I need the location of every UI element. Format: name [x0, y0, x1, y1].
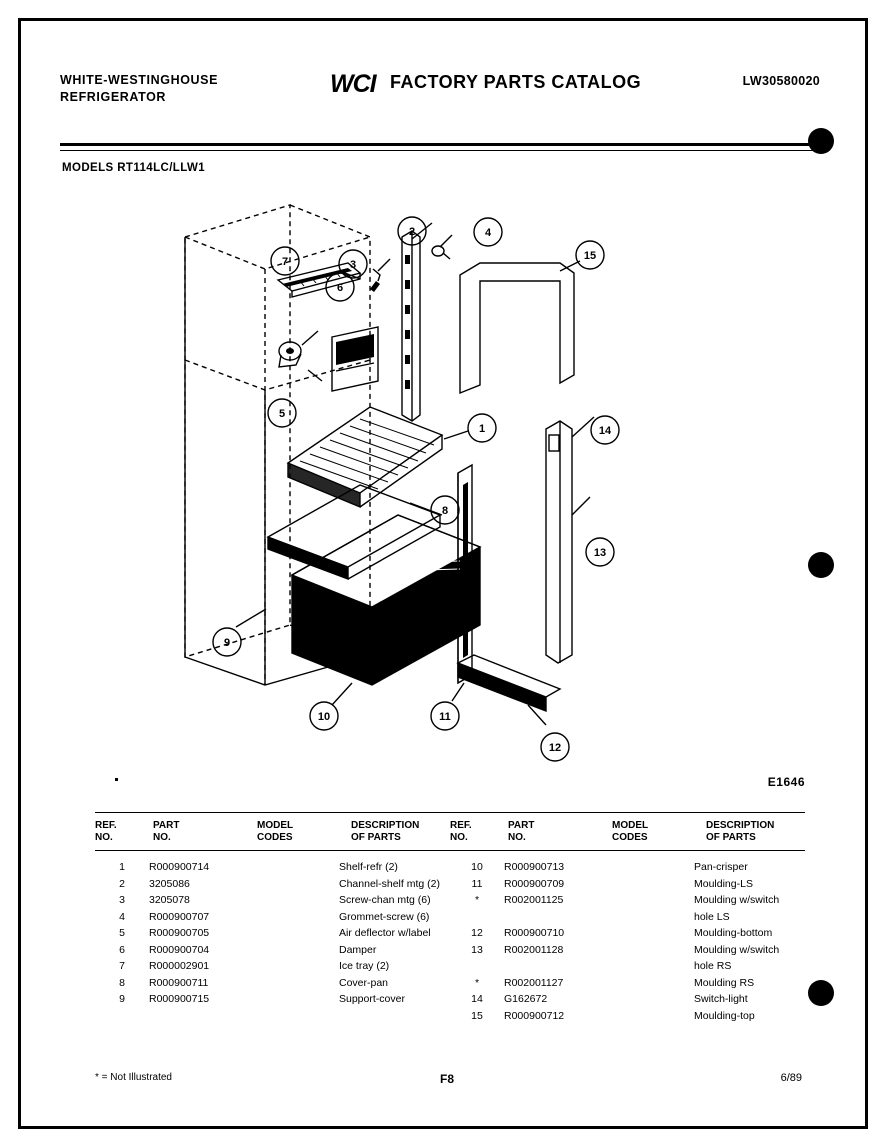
table-row: * R002001125 Moulding w/switch — [474, 894, 780, 906]
callout-12 — [541, 733, 569, 761]
svg-text:5: 5 — [278, 408, 286, 420]
wci-logo: WCI — [330, 70, 376, 98]
part-grommet-screw — [432, 246, 450, 259]
header-desc-right: DESCRIPTION OF PARTS — [706, 820, 775, 843]
catalog-number: LW30580020 — [742, 74, 820, 88]
callout-1 — [468, 414, 496, 442]
part-moulding-top — [460, 263, 574, 393]
table-row: 10 R000900713 Pan-crisper — [471, 861, 748, 873]
svg-text:11: 11 — [439, 711, 451, 723]
header-part-right: PART NO. — [508, 820, 535, 843]
svg-text:15: 15 — [583, 250, 597, 262]
part-shelf-refr — [288, 407, 442, 507]
revision-date: 6/89 — [780, 1072, 802, 1084]
stray-mark — [115, 778, 118, 781]
svg-text:14: 14 — [598, 425, 612, 437]
part-air-deflector — [332, 327, 378, 391]
table-column-right — [450, 859, 805, 1024]
parts-table — [95, 812, 805, 1024]
table-row: 12 R000900710 Moulding-bottom — [471, 927, 773, 939]
table-header-row — [95, 813, 805, 850]
table-row: 1 R000900714 Shelf-refr (2) — [119, 861, 398, 873]
part-moulding-rs — [546, 421, 572, 663]
callout-4 — [474, 218, 502, 246]
part-moulding-bottom — [458, 655, 560, 711]
part-grommet — [279, 342, 301, 367]
header-ref-right: REF. NO. — [450, 820, 472, 843]
table-row: 7 R000002901 Ice tray (2) — [119, 960, 390, 972]
punch-hole-top — [808, 128, 834, 154]
callout-7 — [271, 247, 299, 275]
table-row: hole RS — [694, 960, 732, 972]
table-row: 8 R000900711 Cover-pan — [119, 976, 389, 989]
svg-text:2: 2 — [408, 226, 416, 238]
models-line: MODELS RT114LC/LLW1 — [62, 162, 206, 174]
svg-text:1: 1 — [478, 423, 486, 435]
header-rule-thin — [60, 150, 820, 151]
table-body — [95, 851, 805, 1024]
callout-8 — [431, 496, 459, 524]
svg-text:12: 12 — [548, 742, 562, 754]
svg-text:3: 3 — [349, 259, 357, 271]
table-row: 3 3205078 Screw-chan mtg (6) — [119, 894, 431, 906]
table-row: * R002001127 Moulding RS — [474, 976, 755, 989]
part-crisper-pan — [292, 515, 480, 685]
page-number: F8 — [440, 1072, 455, 1086]
exploded-parts-diagram — [60, 185, 820, 795]
table-column-left — [95, 859, 450, 1024]
callout-13 — [586, 538, 614, 566]
footnote-not-illustrated: * = Not Illustrated — [95, 1072, 172, 1083]
table-row: hole LS — [694, 910, 730, 923]
table-row: 14 G162672 Switch-light — [471, 993, 748, 1005]
part-shelf-channel — [402, 231, 420, 421]
svg-text:9: 9 — [223, 637, 231, 649]
callout-15 — [576, 241, 604, 269]
header-ref-left: REF. NO. — [95, 820, 117, 843]
table-row: 5 R000900705 Air deflector w/label — [119, 927, 431, 939]
header-part-left: PART NO. — [153, 820, 180, 843]
table-row: 9 R000900715 Support-cover — [119, 993, 405, 1005]
punch-hole-bottom — [808, 980, 834, 1006]
svg-text:10: 10 — [317, 711, 331, 723]
table-row: 13 R002001128 Moulding w/switch — [471, 943, 780, 956]
header-model-right: MODEL CODES — [612, 820, 649, 843]
header-model-left: MODEL CODES — [257, 820, 294, 843]
table-row: 4 R000900707 Grommet-screw (6) — [119, 910, 430, 923]
part-light-switch — [549, 435, 559, 451]
svg-text:6: 6 — [336, 282, 344, 294]
callout-14 — [591, 416, 619, 444]
svg-text:7: 7 — [281, 256, 289, 268]
svg-text:8: 8 — [441, 505, 449, 517]
table-row: 6 R000900704 Damper — [119, 943, 377, 956]
brand-line-1: WHITE-WESTINGHOUSE — [60, 73, 219, 87]
header-desc-left: DESCRIPTION OF PARTS — [351, 820, 420, 843]
table-row: 2 3205086 Channel-shelf mtg (2) — [119, 877, 440, 890]
svg-text:13: 13 — [593, 547, 607, 559]
svg-text:4: 4 — [484, 227, 492, 239]
page-header — [60, 62, 820, 112]
part-screw — [370, 269, 380, 292]
figure-code: E1646 — [767, 775, 805, 789]
table-row: 11 R000900709 Moulding-LS — [471, 877, 753, 890]
brand-name — [60, 72, 218, 106]
callout-11 — [431, 702, 459, 730]
brand-line-2: REFRIGERATOR — [60, 90, 167, 104]
callout-5 — [268, 399, 296, 427]
table-row: 15 R000900712 Moulding-top — [471, 1009, 755, 1022]
callout-9 — [213, 628, 241, 656]
callout-10 — [310, 702, 338, 730]
header-rule-thick — [60, 143, 820, 146]
catalog-title: FACTORY PARTS CATALOG — [390, 72, 642, 92]
